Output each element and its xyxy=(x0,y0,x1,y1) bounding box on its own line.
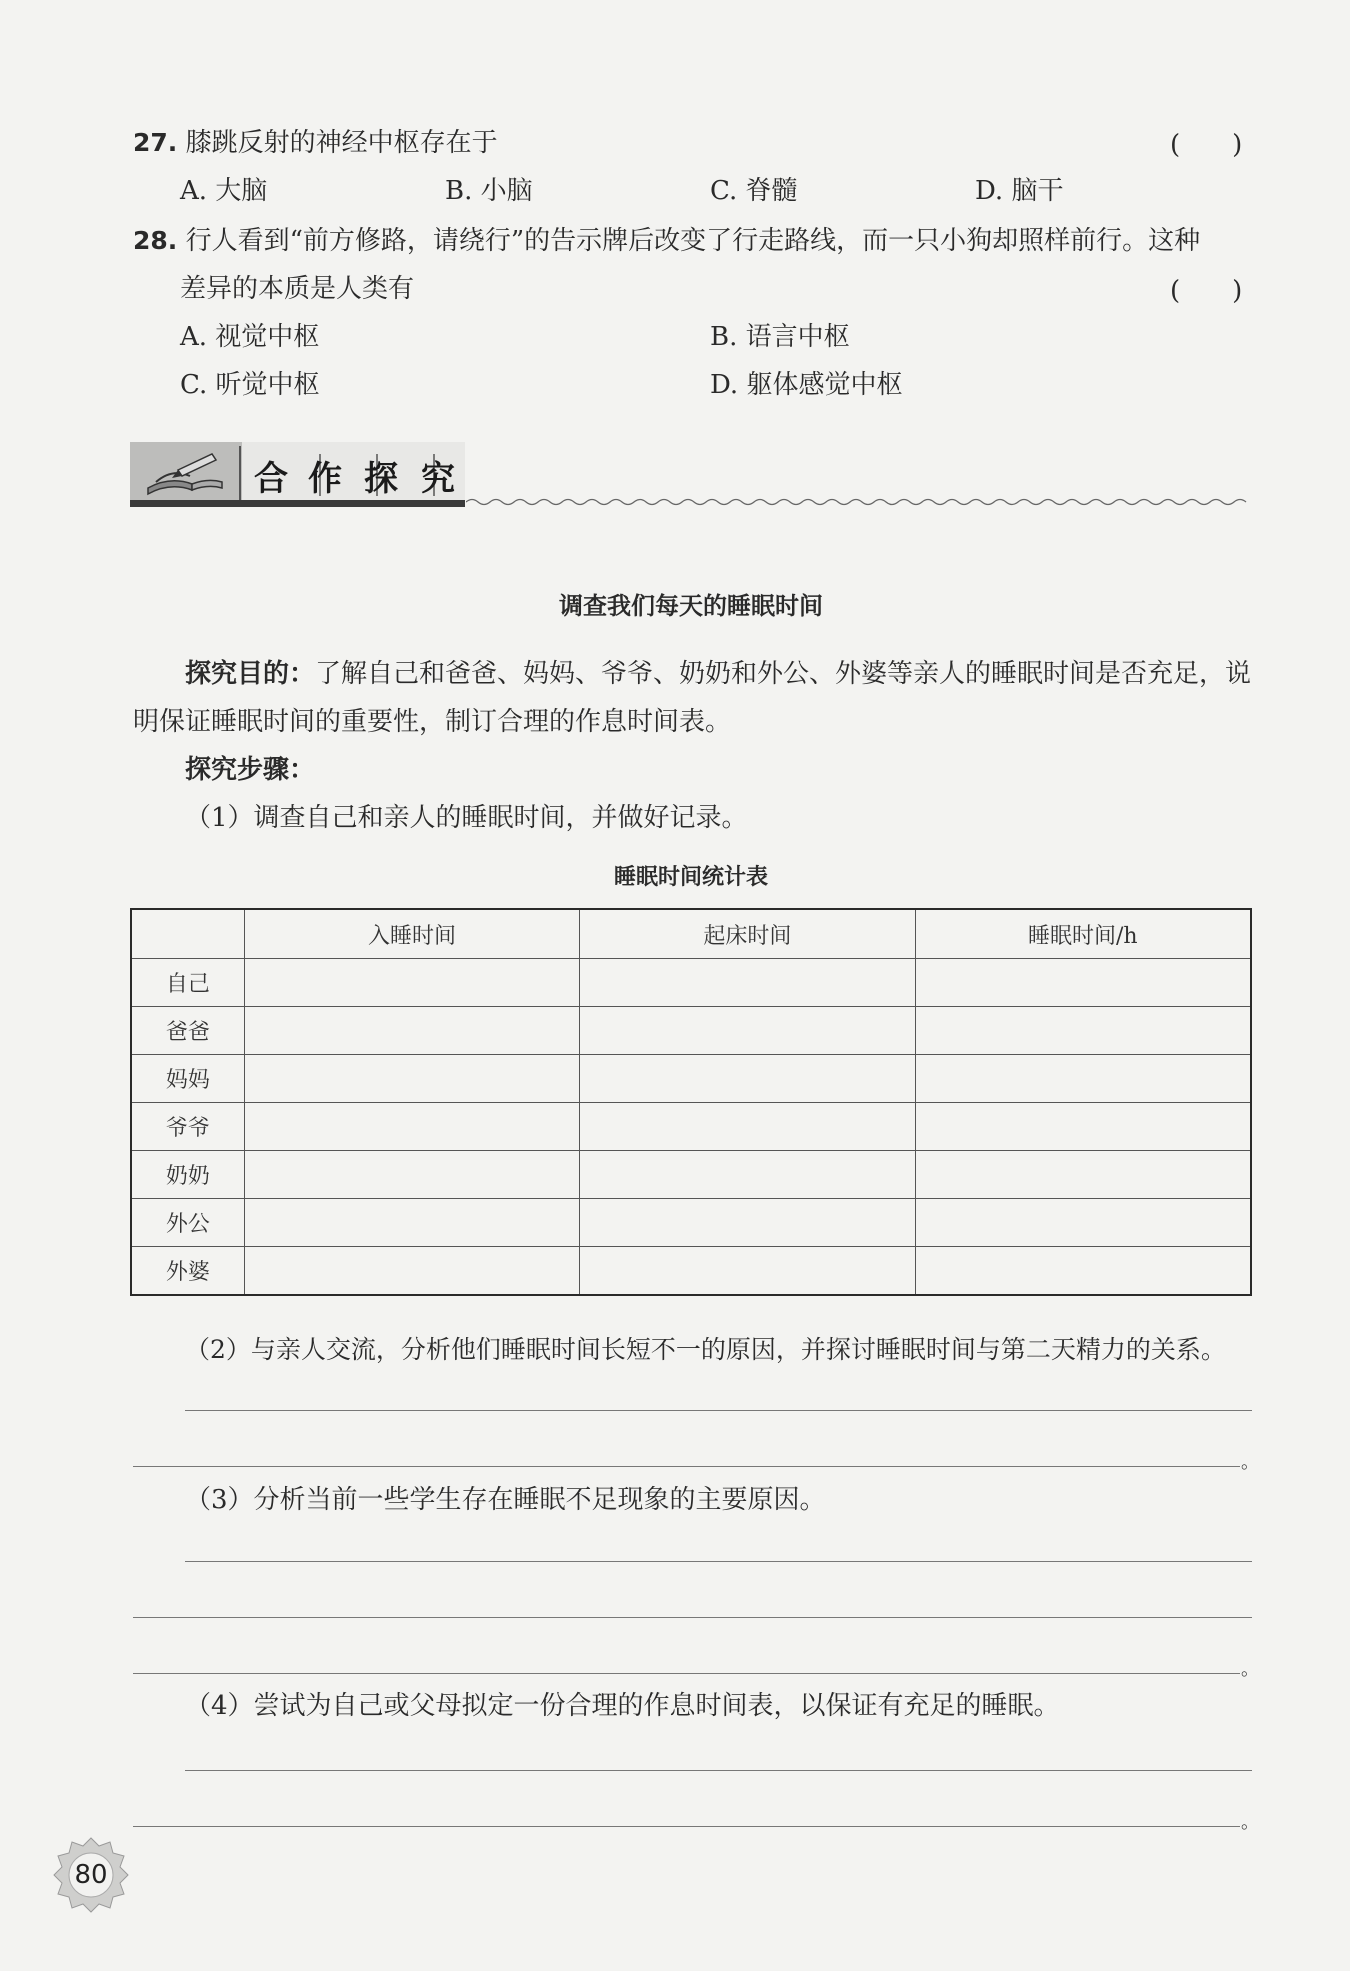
page-number: 80 xyxy=(74,1860,108,1890)
answer-line[interactable] xyxy=(185,1561,1252,1562)
table-cell[interactable] xyxy=(915,1007,1251,1055)
table-cell[interactable] xyxy=(244,1199,579,1247)
question-text: 膝跳反射的神经中枢存在于 xyxy=(185,128,498,158)
step-2: （2）与亲人交流，分析他们睡眠时间长短不一的原因，并探讨睡眠时间与第二天精力的关系。 xyxy=(185,1335,1226,1364)
table-cell[interactable] xyxy=(580,1151,915,1199)
row-label: 奶奶 xyxy=(131,1151,244,1199)
question-27 xyxy=(133,122,498,159)
section-char-1: 合 xyxy=(254,459,290,499)
section-char-2: 作 xyxy=(308,459,344,499)
table-cell[interactable] xyxy=(580,1199,915,1247)
answer-line[interactable] xyxy=(133,1466,1240,1467)
table-header-row xyxy=(131,909,1251,959)
purpose-text: 了解自己和爸爸、妈妈、爷爷、奶奶和外公、外婆等亲人的睡眠时间是否充足，说 xyxy=(315,659,1252,689)
table-row xyxy=(131,1103,1251,1151)
question-number: 28. xyxy=(133,226,178,255)
option-d: D. 躯体感觉中枢 xyxy=(710,370,903,400)
answer-line[interactable] xyxy=(133,1617,1252,1618)
sleep-time-table xyxy=(130,908,1252,1296)
table-cell[interactable] xyxy=(244,1247,579,1296)
step-1: （1）调查自己和亲人的睡眠时间，并做好记录。 xyxy=(185,803,748,833)
answer-line[interactable] xyxy=(185,1410,1252,1411)
step-4: （4）尝试为自己或父母拟定一份合理的作息时间表，以保证有充足的睡眠。 xyxy=(185,1691,1060,1721)
table-cell[interactable] xyxy=(244,1103,579,1151)
purpose-line1 xyxy=(185,650,1251,698)
table-cell[interactable] xyxy=(580,1103,915,1151)
option-a: A. 视觉中枢 xyxy=(180,322,320,352)
question-text-line1: 行人看到“前方修路，请绕行”的告示牌后改变了行走路线，而一只小狗却照样前行。这种 xyxy=(185,226,1201,256)
option-b: B. 语言中枢 xyxy=(710,322,850,352)
row-label: 自己 xyxy=(131,959,244,1007)
question-text-line2: 差异的本质是人类有 xyxy=(180,274,415,304)
question-28 xyxy=(133,220,1200,257)
book-pen-icon xyxy=(142,448,230,498)
option-c: C. 听觉中枢 xyxy=(180,370,320,400)
table-cell[interactable] xyxy=(244,1151,579,1199)
answer-line[interactable] xyxy=(133,1826,1240,1827)
table-cell[interactable] xyxy=(915,959,1251,1007)
table-cell[interactable] xyxy=(244,1007,579,1055)
table-cell[interactable] xyxy=(580,1007,915,1055)
option-d: D. 脑干 xyxy=(975,176,1064,206)
table-header: 入睡时间 xyxy=(244,909,579,959)
question-number: 27. xyxy=(133,128,178,157)
table-cell[interactable] xyxy=(915,1103,1251,1151)
section-wave-line xyxy=(466,494,1250,508)
table-cell[interactable] xyxy=(915,1247,1251,1296)
table-cell[interactable] xyxy=(244,959,579,1007)
table-row xyxy=(131,1199,1251,1247)
table-cell[interactable] xyxy=(915,1151,1251,1199)
section-char-4: 究 xyxy=(421,459,457,499)
answer-line[interactable] xyxy=(185,1770,1252,1771)
row-label: 妈妈 xyxy=(131,1055,244,1103)
end-mark: 。 xyxy=(1241,1812,1259,1833)
table-header: 起床时间 xyxy=(580,909,915,959)
answer-paren: ( ) xyxy=(1170,276,1243,306)
option-c: C. 脊髓 xyxy=(710,176,798,206)
table-cell[interactable] xyxy=(915,1199,1251,1247)
table-row xyxy=(131,1151,1251,1199)
step-3: （3）分析当前一些学生存在睡眠不足现象的主要原因。 xyxy=(185,1485,826,1515)
table-row xyxy=(131,1055,1251,1103)
table-header xyxy=(131,909,244,959)
section-char-3: 探 xyxy=(364,459,400,499)
row-label: 爸爸 xyxy=(131,1007,244,1055)
table-cell[interactable] xyxy=(915,1055,1251,1103)
answer-paren: ( ) xyxy=(1170,130,1243,160)
inquiry-title: 调查我们每天的睡眠时间 xyxy=(559,592,823,620)
answer-line[interactable] xyxy=(133,1673,1240,1674)
option-a: A. 大脑 xyxy=(180,176,268,206)
table-title: 睡眠时间统计表 xyxy=(613,865,768,890)
option-b: B. 小脑 xyxy=(445,176,533,206)
table-row xyxy=(131,1007,1251,1055)
table-cell[interactable] xyxy=(580,959,915,1007)
purpose-line2: 明保证睡眠时间的重要性，制订合理的作息时间表。 xyxy=(133,707,732,737)
end-mark: 。 xyxy=(1241,1659,1259,1680)
purpose-label: 探究目的： xyxy=(185,659,316,689)
table-row xyxy=(131,959,1251,1007)
row-label: 外公 xyxy=(131,1199,244,1247)
steps-label: 探究步骤： xyxy=(185,755,316,785)
table-row xyxy=(131,1247,1251,1296)
table-header: 睡眠时间/h xyxy=(915,909,1251,959)
table-cell[interactable] xyxy=(580,1055,915,1103)
table-cell[interactable] xyxy=(244,1055,579,1103)
row-label: 爷爷 xyxy=(131,1103,244,1151)
row-label: 外婆 xyxy=(131,1247,244,1296)
table-cell[interactable] xyxy=(580,1247,915,1296)
end-mark: 。 xyxy=(1241,1452,1259,1473)
